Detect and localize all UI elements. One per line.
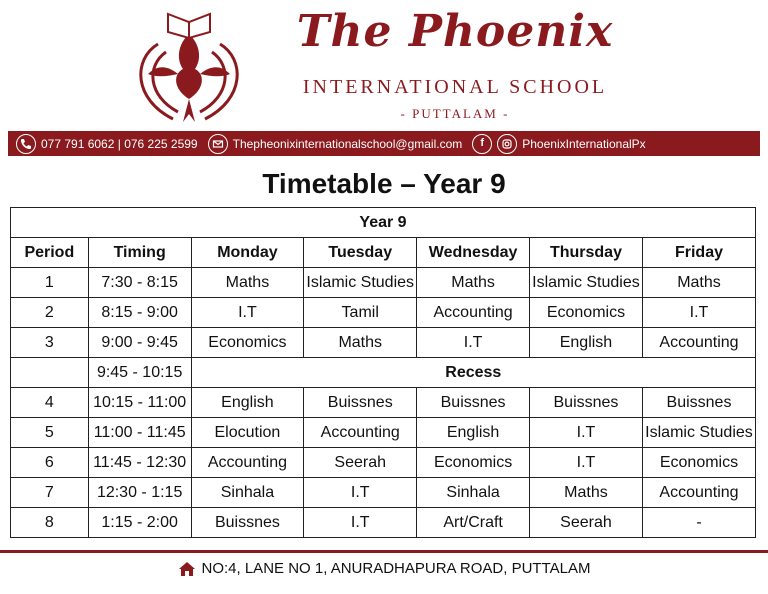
- subject-cell: Accounting: [417, 298, 530, 328]
- subject-cell: Economics: [529, 298, 642, 328]
- subject-cell: Elocution: [191, 418, 304, 448]
- facebook-icon: f: [472, 134, 492, 154]
- timing-cell: 7:30 - 8:15: [88, 268, 191, 298]
- contact-bar: [8, 131, 760, 156]
- subject-cell: Accounting: [642, 478, 755, 508]
- school-name: The Phoenix: [296, 6, 614, 57]
- table-row: [11, 388, 756, 418]
- table-row: [11, 298, 756, 328]
- column-header-friday: Friday: [642, 238, 755, 268]
- subject-cell: I.T: [529, 418, 642, 448]
- period-cell: 3: [11, 328, 89, 358]
- subject-cell: Islamic Studies: [642, 418, 755, 448]
- subject-cell: Maths: [642, 268, 755, 298]
- column-header-monday: Monday: [191, 238, 304, 268]
- phone-numbers: 077 791 6062 | 076 225 2599: [41, 136, 198, 151]
- table-row: [11, 328, 756, 358]
- subject-cell: I.T: [417, 328, 530, 358]
- table-row: [11, 268, 756, 298]
- subject-cell: -: [642, 508, 755, 538]
- subject-cell: I.T: [191, 298, 304, 328]
- subject-cell: Seerah: [304, 448, 417, 478]
- subject-cell: Maths: [191, 268, 304, 298]
- table-row: [11, 448, 756, 478]
- timing-cell: 9:00 - 9:45: [88, 328, 191, 358]
- subject-cell: I.T: [304, 478, 417, 508]
- period-cell: 6: [11, 448, 89, 478]
- period-cell: 2: [11, 298, 89, 328]
- timetable-caption-row: [11, 208, 756, 238]
- subject-cell: Economics: [642, 448, 755, 478]
- social-handle: PhoenixInternationalPx: [522, 136, 646, 151]
- subject-cell: English: [529, 328, 642, 358]
- subject-cell: Islamic Studies: [529, 268, 642, 298]
- subject-cell: Maths: [529, 478, 642, 508]
- period-cell: 4: [11, 388, 89, 418]
- timetable: [10, 207, 756, 538]
- subject-cell: I.T: [304, 508, 417, 538]
- subject-cell: Sinhala: [417, 478, 530, 508]
- footer-divider: [0, 550, 768, 553]
- subject-cell: Accounting: [642, 328, 755, 358]
- recess-label: Recess: [191, 358, 755, 388]
- subject-cell: Buissnes: [191, 508, 304, 538]
- email-address: Thepheonixinternationalschool@gmail.com: [232, 136, 463, 151]
- school-address: NO:4, LANE NO 1, ANURADHAPURA ROAD, PUTTALAM: [201, 560, 591, 577]
- column-header-thursday: Thursday: [529, 238, 642, 268]
- table-row: [11, 358, 756, 388]
- subject-cell: English: [191, 388, 304, 418]
- timetable-header-row: [11, 238, 756, 268]
- subject-cell: Maths: [304, 328, 417, 358]
- timetable-caption: Year 9: [11, 208, 756, 238]
- home-icon: [178, 561, 196, 577]
- subject-cell: Art/Craft: [417, 508, 530, 538]
- timing-cell: 9:45 - 10:15: [88, 358, 191, 388]
- column-header-period: Period: [11, 238, 89, 268]
- column-header-wednesday: Wednesday: [417, 238, 530, 268]
- subject-cell: I.T: [642, 298, 755, 328]
- timing-cell: 10:15 - 11:00: [88, 388, 191, 418]
- subject-cell: Tamil: [304, 298, 417, 328]
- timing-cell: 11:45 - 12:30: [88, 448, 191, 478]
- subject-cell: Buissnes: [304, 388, 417, 418]
- period-cell: [11, 358, 89, 388]
- period-cell: 8: [11, 508, 89, 538]
- email-icon: [208, 134, 228, 154]
- subject-cell: Seerah: [529, 508, 642, 538]
- timing-cell: 12:30 - 1:15: [88, 478, 191, 508]
- subject-cell: Economics: [191, 328, 304, 358]
- period-cell: 1: [11, 268, 89, 298]
- subject-cell: I.T: [529, 448, 642, 478]
- instagram-icon: [497, 134, 517, 154]
- subject-cell: Economics: [417, 448, 530, 478]
- period-cell: 5: [11, 418, 89, 448]
- school-subtitle: INTERNATIONAL SCHOOL: [302, 76, 608, 98]
- subject-cell: Buissnes: [417, 388, 530, 418]
- subject-cell: Buissnes: [642, 388, 755, 418]
- phone-icon: [16, 134, 36, 154]
- period-cell: 7: [11, 478, 89, 508]
- phoenix-logo-icon: [128, 4, 250, 128]
- subject-cell: Buissnes: [529, 388, 642, 418]
- page-title: Timetable – Year 9: [262, 168, 506, 199]
- subject-cell: Accounting: [191, 448, 304, 478]
- column-header-timing: Timing: [88, 238, 191, 268]
- table-row: [11, 478, 756, 508]
- table-row: [11, 508, 756, 538]
- timing-cell: 8:15 - 9:00: [88, 298, 191, 328]
- subject-cell: Sinhala: [191, 478, 304, 508]
- subject-cell: Islamic Studies: [304, 268, 417, 298]
- subject-cell: English: [417, 418, 530, 448]
- table-row: [11, 418, 756, 448]
- subject-cell: Accounting: [304, 418, 417, 448]
- column-header-tuesday: Tuesday: [304, 238, 417, 268]
- footer: [0, 560, 768, 577]
- school-location: - PUTTALAM -: [400, 106, 510, 121]
- timing-cell: 1:15 - 2:00: [88, 508, 191, 538]
- subject-cell: Maths: [417, 268, 530, 298]
- timing-cell: 11:00 - 11:45: [88, 418, 191, 448]
